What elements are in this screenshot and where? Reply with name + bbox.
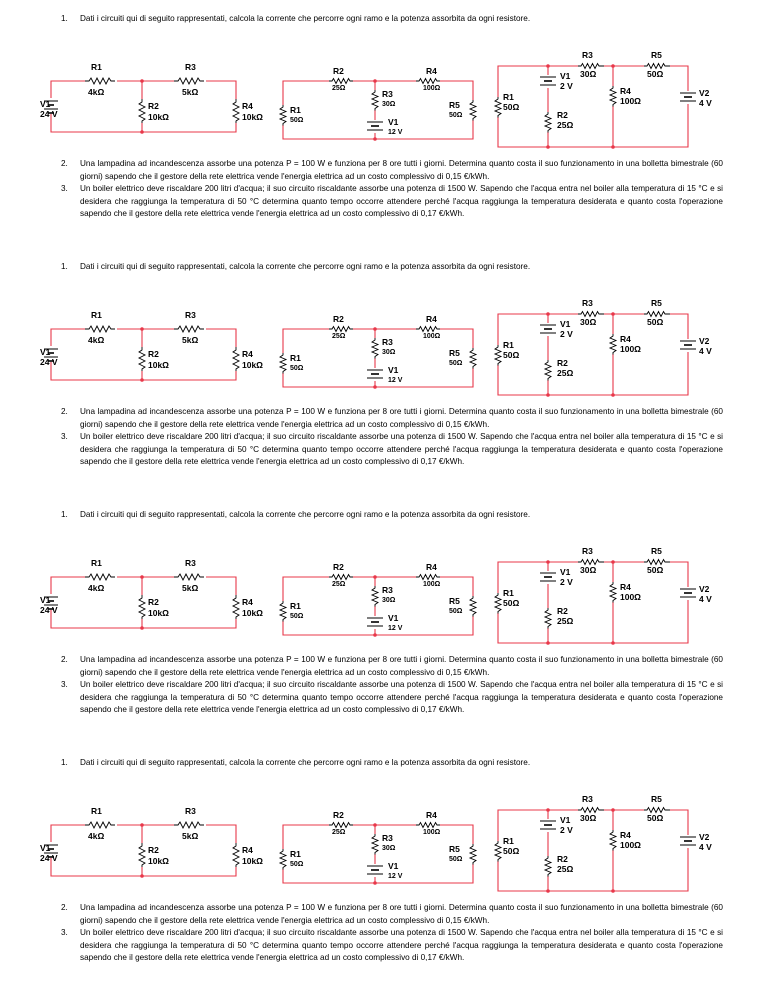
r2-value: 25Ω [332,333,346,340]
r3-value: 30Ω [382,101,396,108]
circuit-1 [40,558,263,630]
r2-value: 10kΩ [148,608,169,618]
r4-label: R4 [426,314,437,324]
r4-value: 100Ω [423,829,441,836]
r2-label: R2 [557,358,568,368]
question-2 [61,902,723,927]
r1-label: R1 [290,601,301,611]
r3-label: R3 [185,806,196,816]
r4-label: R4 [242,349,253,359]
r5-value: 50Ω [449,112,463,119]
r2-label: R2 [557,854,568,864]
v1-label: V1 [40,99,51,109]
r3-value: 5kΩ [182,335,199,345]
r1-label: R1 [503,92,514,102]
circuit-1 [40,62,263,134]
question-number: 2. [61,159,68,168]
r1-value: 4kΩ [88,583,105,593]
circuit-2 [278,562,478,637]
r5-value: 50Ω [647,69,664,79]
v2-label: V2 [699,88,710,98]
r4-label: R4 [426,66,437,76]
r5-label: R5 [449,100,460,110]
r1-label: R1 [91,806,102,816]
r1-value: 4kΩ [88,831,105,841]
r3-label: R3 [582,298,593,308]
r3-value: 5kΩ [182,831,199,841]
question-number: 3. [61,680,68,689]
r3-value: 30Ω [580,565,597,575]
v1-value: 24 V [40,605,58,615]
r1-label: R1 [91,62,102,72]
r4-value: 100Ω [423,581,441,588]
question-text: Dati i circuiti qui di seguito rappresentati, calcola la corrente che percorre ogni ramo e la potenza assorbita da ogni resistore. [80,262,531,271]
r2-label: R2 [333,562,344,572]
v1-label: V1 [560,71,571,81]
r4-value: 10kΩ [242,112,263,122]
r3-label: R3 [582,50,593,60]
r3-value: 30Ω [382,845,396,852]
question-number: 1. [61,510,68,519]
v1-label: V1 [388,365,399,375]
circuit-2 [278,810,478,885]
r4-label: R4 [620,582,631,592]
v1-value: 2 V [560,577,573,587]
r3-label: R3 [382,585,393,595]
v1-value: 12 V [388,625,403,632]
r3-value: 5kΩ [182,87,199,97]
r1-label: R1 [290,849,301,859]
r2-value: 25Ω [332,581,346,588]
question-text: Un boiler elettrico deve riscaldare 200 litri d'acqua; il suo circuito riscaldante assorbe una potenza di 1500 W. Sapendo che l'acqua entra nel boiler alla temperatura di 15 °C e si desidera che raggiunga la temperatura di 50 °C determina quanto tempo occorre attendere perché l'acqua raggiunga la temperatura desiderata e quanto costa l'operazione sapendo che il gestore della rete elettrica vende l'energia elettrica ad un costo complessivo di 0,17 €/kWh. [80,432,723,467]
r3-value: 30Ω [580,813,597,823]
r2-value: 25Ω [332,829,346,836]
r3-value: 30Ω [382,349,396,356]
r5-value: 50Ω [647,317,664,327]
question-number: 1. [61,262,68,271]
circuit-2 [278,314,478,389]
r4-value: 10kΩ [242,608,263,618]
question-text: Una lampadina ad incandescenza assorbe una potenza P = 100 W e funziona per 8 ore tutti i giorni. Determina quanto costa il suo funzionamento in una bolletta bimestrale (60 giorni) sapendo che il gestore della rete elettrica vende l'energia elettrica ad un costo complessivo di 0,15 €/kWh. [80,655,723,677]
r2-value: 25Ω [557,864,574,874]
r4-label: R4 [242,597,253,607]
v1-label: V1 [560,319,571,329]
r4-value: 100Ω [620,344,641,354]
r4-value: 100Ω [620,840,641,850]
r4-value: 10kΩ [242,360,263,370]
v1-label: V1 [560,567,571,577]
r2-value: 10kΩ [148,360,169,370]
question-number: 2. [61,655,68,664]
r4-label: R4 [620,86,631,96]
exercise-block [0,6,768,244]
circuit-diagrams [0,502,768,652]
v1-label: V1 [388,613,399,623]
r2-value: 10kΩ [148,856,169,866]
v1-value: 2 V [560,329,573,339]
r5-label: R5 [449,348,460,358]
r3-label: R3 [185,558,196,568]
r2-label: R2 [148,101,159,111]
r2-label: R2 [148,845,159,855]
r5-value: 50Ω [647,565,664,575]
r3-value: 5kΩ [182,583,199,593]
r1-label: R1 [503,836,514,846]
r3-value: 30Ω [580,69,597,79]
question-number: 2. [61,903,68,912]
question-text: Un boiler elettrico deve riscaldare 200 litri d'acqua; il suo circuito riscaldante assorbe una potenza di 1500 W. Sapendo che l'acqua entra nel boiler alla temperatura di 15 °C e si desidera che raggiunga la temperatura di 50 °C determina quanto tempo occorre attendere perché l'acqua raggiunga la temperatura desiderata e quanto costa l'operazione sapendo che il gestore della rete elettrica vende l'energia elettrica ad un costo complessivo di 0,17 €/kWh. [80,680,723,715]
r1-value: 50Ω [290,861,304,868]
circuit-3 [493,50,712,149]
r4-label: R4 [426,562,437,572]
r2-value: 10kΩ [148,112,169,122]
v2-value: 4 V [699,98,712,108]
r2-value: 25Ω [557,616,574,626]
question-3 [61,431,723,469]
question-2 [61,654,723,679]
r2-label: R2 [557,606,568,616]
r1-value: 50Ω [290,365,304,372]
r5-label: R5 [651,546,662,556]
r2-label: R2 [148,349,159,359]
question-number: 2. [61,407,68,416]
v1-label: V1 [388,861,399,871]
r4-value: 100Ω [620,592,641,602]
r1-label: R1 [503,588,514,598]
r1-value: 50Ω [503,598,520,608]
v1-value: 12 V [388,873,403,880]
r4-label: R4 [426,810,437,820]
v2-label: V2 [699,584,710,594]
v2-label: V2 [699,336,710,346]
r2-label: R2 [333,66,344,76]
r5-label: R5 [449,596,460,606]
circuit-diagrams [0,750,768,900]
question-number: 3. [61,184,68,193]
v2-value: 4 V [699,594,712,604]
r5-value: 50Ω [449,608,463,615]
r4-label: R4 [620,830,631,840]
r3-label: R3 [582,546,593,556]
question-2 [61,158,723,183]
v2-value: 4 V [699,346,712,356]
r2-value: 25Ω [557,368,574,378]
circuit-diagrams [0,6,768,156]
v1-value: 24 V [40,853,58,863]
question-3 [61,927,723,965]
question-text: Dati i circuiti qui di seguito rappresentati, calcola la corrente che percorre ogni ramo e la potenza assorbita da ogni resistore. [80,510,531,519]
circuit-3 [493,794,712,893]
r1-value: 4kΩ [88,87,105,97]
r3-label: R3 [582,794,593,804]
exercise-block [0,254,768,492]
r1-value: 50Ω [290,613,304,620]
r2-value: 25Ω [332,85,346,92]
question-3 [61,679,723,717]
r5-value: 50Ω [647,813,664,823]
r5-label: R5 [651,298,662,308]
r4-value: 100Ω [620,96,641,106]
r1-label: R1 [91,558,102,568]
question-text: Una lampadina ad incandescenza assorbe una potenza P = 100 W e funziona per 8 ore tutti i giorni. Determina quanto costa il suo funzionamento in una bolletta bimestrale (60 giorni) sapendo che il gestore della rete elettrica vende l'energia elettrica ad un costo complessivo di 0,15 €/kWh. [80,407,723,429]
circuit-2 [278,66,478,141]
r4-value: 100Ω [423,333,441,340]
r4-value: 100Ω [423,85,441,92]
r1-label: R1 [503,340,514,350]
exercise-block [0,750,768,988]
circuit-diagrams [0,254,768,404]
r3-label: R3 [382,89,393,99]
r5-value: 50Ω [449,360,463,367]
v1-label: V1 [40,347,51,357]
r3-value: 30Ω [382,597,396,604]
r3-value: 30Ω [580,317,597,327]
r1-label: R1 [290,105,301,115]
v1-value: 2 V [560,81,573,91]
r3-label: R3 [185,62,196,72]
question-text: Dati i circuiti qui di seguito rappresentati, calcola la corrente che percorre ogni ramo e la potenza assorbita da ogni resistore. [80,14,531,23]
r4-label: R4 [242,101,253,111]
question-text: Dati i circuiti qui di seguito rappresentati, calcola la corrente che percorre ogni ramo e la potenza assorbita da ogni resistore. [80,758,531,767]
v1-value: 24 V [40,357,58,367]
v1-value: 12 V [388,129,403,136]
r4-label: R4 [620,334,631,344]
r2-label: R2 [557,110,568,120]
question-number: 1. [61,758,68,767]
r5-value: 50Ω [449,856,463,863]
v1-value: 2 V [560,825,573,835]
r2-value: 25Ω [557,120,574,130]
v1-value: 12 V [388,377,403,384]
r4-label: R4 [242,845,253,855]
r3-label: R3 [185,310,196,320]
r3-label: R3 [382,337,393,347]
question-2 [61,406,723,431]
circuit-3 [493,546,712,645]
v2-value: 4 V [699,842,712,852]
r1-value: 50Ω [503,846,520,856]
v2-label: V2 [699,832,710,842]
r1-value: 50Ω [290,117,304,124]
r1-value: 4kΩ [88,335,105,345]
r5-label: R5 [651,50,662,60]
r5-label: R5 [449,844,460,854]
question-text: Una lampadina ad incandescenza assorbe una potenza P = 100 W e funziona per 8 ore tutti i giorni. Determina quanto costa il suo funzionamento in una bolletta bimestrale (60 giorni) sapendo che il gestore della rete elettrica vende l'energia elettrica ad un costo complessivo di 0,15 €/kWh. [80,159,723,181]
v1-label: V1 [560,815,571,825]
r3-label: R3 [382,833,393,843]
question-text: Un boiler elettrico deve riscaldare 200 litri d'acqua; il suo circuito riscaldante assorbe una potenza di 1500 W. Sapendo che l'acqua entra nel boiler alla temperatura di 15 °C e si desidera che raggiunga la temperatura di 50 °C determina quanto tempo occorre attendere perché l'acqua raggiunga la temperatura desiderata e quanto costa l'operazione sapendo che il gestore della rete elettrica vende l'energia elettrica ad un costo complessivo di 0,17 €/kWh. [80,928,723,963]
circuit-3 [493,298,712,397]
v1-label: V1 [40,595,51,605]
r2-label: R2 [148,597,159,607]
r1-label: R1 [91,310,102,320]
circuit-1 [40,310,263,382]
r5-label: R5 [651,794,662,804]
r1-value: 50Ω [503,102,520,112]
r2-label: R2 [333,314,344,324]
r1-label: R1 [290,353,301,363]
question-number: 1. [61,14,68,23]
question-3 [61,183,723,221]
v1-label: V1 [388,117,399,127]
v1-value: 24 V [40,109,58,119]
r1-value: 50Ω [503,350,520,360]
question-number: 3. [61,928,68,937]
exercise-block [0,502,768,740]
question-text: Una lampadina ad incandescenza assorbe una potenza P = 100 W e funziona per 8 ore tutti i giorni. Determina quanto costa il suo funzionamento in una bolletta bimestrale (60 giorni) sapendo che il gestore della rete elettrica vende l'energia elettrica ad un costo complessivo di 0,15 €/kWh. [80,903,723,925]
r2-label: R2 [333,810,344,820]
question-number: 3. [61,432,68,441]
v1-label: V1 [40,843,51,853]
r4-value: 10kΩ [242,856,263,866]
question-text: Un boiler elettrico deve riscaldare 200 litri d'acqua; il suo circuito riscaldante assorbe una potenza di 1500 W. Sapendo che l'acqua entra nel boiler alla temperatura di 15 °C e si desidera che raggiunga la temperatura di 50 °C determina quanto tempo occorre attendere perché l'acqua raggiunga la temperatura desiderata e quanto costa l'operazione sapendo che il gestore della rete elettrica vende l'energia elettrica ad un costo complessivo di 0,17 €/kWh. [80,184,723,219]
circuit-1 [40,806,263,878]
